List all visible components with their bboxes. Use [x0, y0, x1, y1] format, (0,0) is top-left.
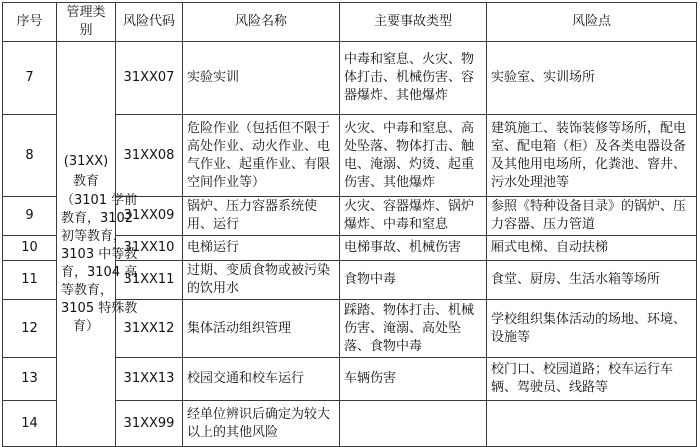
row-no: 13	[3, 358, 57, 401]
row-risk-points: 参照《特种设备目录》的锅炉、压力容器、压力管道	[487, 197, 697, 236]
category-cell	[57, 42, 138, 447]
row-risk-name: 校园交通和校车运行	[183, 358, 340, 401]
row-code: 31XX13	[116, 358, 183, 401]
row-accident-types: 车辆伤害	[340, 358, 487, 401]
row-risk-points: 校门口、校园道路；校车运行车辆、驾驶员、线路等	[487, 358, 697, 401]
row-accident-types: 电梯事故、机械伤害	[340, 236, 487, 261]
risk-table	[2, 2, 697, 447]
header-name: 风险名称	[183, 3, 340, 42]
row-risk-name: 经单位辨识后确定为较大以上的其他风险	[183, 401, 340, 447]
header-accident: 主要事故类型	[340, 3, 487, 42]
category-name: 教育	[72, 174, 99, 189]
row-risk-name: 电梯运行	[183, 236, 340, 261]
row-no: 14	[3, 401, 57, 447]
row-no: 10	[3, 236, 57, 261]
row-code: 31XX10	[116, 236, 183, 261]
category-line: （3101 学前	[61, 193, 138, 208]
row-risk-name: 过期、变质食物或被污染的饮用水	[183, 261, 340, 300]
row-accident-types: 食物中毒	[340, 261, 487, 300]
row-code: 31XX99	[116, 401, 183, 447]
row-risk-points: 食堂、厨房、生活水箱等场所	[487, 261, 697, 300]
header-category: 管理类别	[57, 3, 116, 42]
row-risk-name: 集体活动组织管理	[183, 300, 340, 358]
row-accident-types	[340, 401, 487, 447]
table-row	[3, 42, 697, 115]
row-risk-name: 锅炉、压力容器系统使用、运行	[183, 197, 340, 236]
row-accident-types: 中毒和窒息、火灾、物体打击、机械伤害、容器爆炸、其他爆炸	[340, 42, 487, 115]
row-code: 31XX11	[116, 261, 183, 300]
header-code: 风险代码	[116, 3, 183, 42]
row-risk-name: 实验实训	[183, 42, 340, 115]
row-code: 31XX08	[116, 115, 183, 197]
category-line: 育，3104 高	[61, 265, 138, 280]
row-no: 11	[3, 261, 57, 300]
row-risk-points	[487, 401, 697, 447]
row-risk-points: 学校组织集体活动的场地、环境、设施等	[487, 300, 697, 358]
category-line: 等教育，	[61, 283, 114, 298]
header-points: 风险点	[487, 3, 697, 42]
row-risk-points: 实验室、实训场所	[487, 42, 697, 115]
row-no: 9	[3, 197, 57, 236]
row-accident-types: 火灾、容器爆炸、锅炉爆炸、中毒和窒息	[340, 197, 487, 236]
row-no: 12	[3, 300, 57, 358]
row-accident-types: 火灾、中毒和窒息、高处坠落、物体打击、触电、淹溺、灼烫、起重伤害、其他爆炸	[340, 115, 487, 197]
header-no: 序号	[3, 3, 57, 42]
row-risk-name: 危险作业（包括但不限于高处作业、动火作业、电气作业、起重作业、有限空间作业等）	[183, 115, 340, 197]
category-line: 教育，3102	[61, 211, 134, 226]
row-no: 8	[3, 115, 57, 197]
row-code: 31XX07	[116, 42, 183, 115]
row-code: 31XX09	[116, 197, 183, 236]
category-line: 育）	[72, 319, 99, 334]
category-line: 3105 特殊教	[61, 301, 138, 316]
row-code: 31XX12	[116, 300, 183, 358]
row-risk-points: 建筑施工、装饰装修等场所，配电室、配电箱（柜）及各类电器设备及其他用电场所，化粪池、窨井、污水处理池等	[487, 115, 697, 197]
category-code: (31XX)	[63, 154, 109, 169]
row-accident-types: 踩踏、物体打击、机械伤害、淹溺、高处坠落、食物中毒	[340, 300, 487, 358]
category-line: 初等教育，	[61, 229, 127, 244]
category-line: 3103 中等教	[61, 247, 138, 262]
table-header-row	[3, 3, 697, 42]
row-no: 7	[3, 42, 57, 115]
row-risk-points: 厢式电梯、自动扶梯	[487, 236, 697, 261]
